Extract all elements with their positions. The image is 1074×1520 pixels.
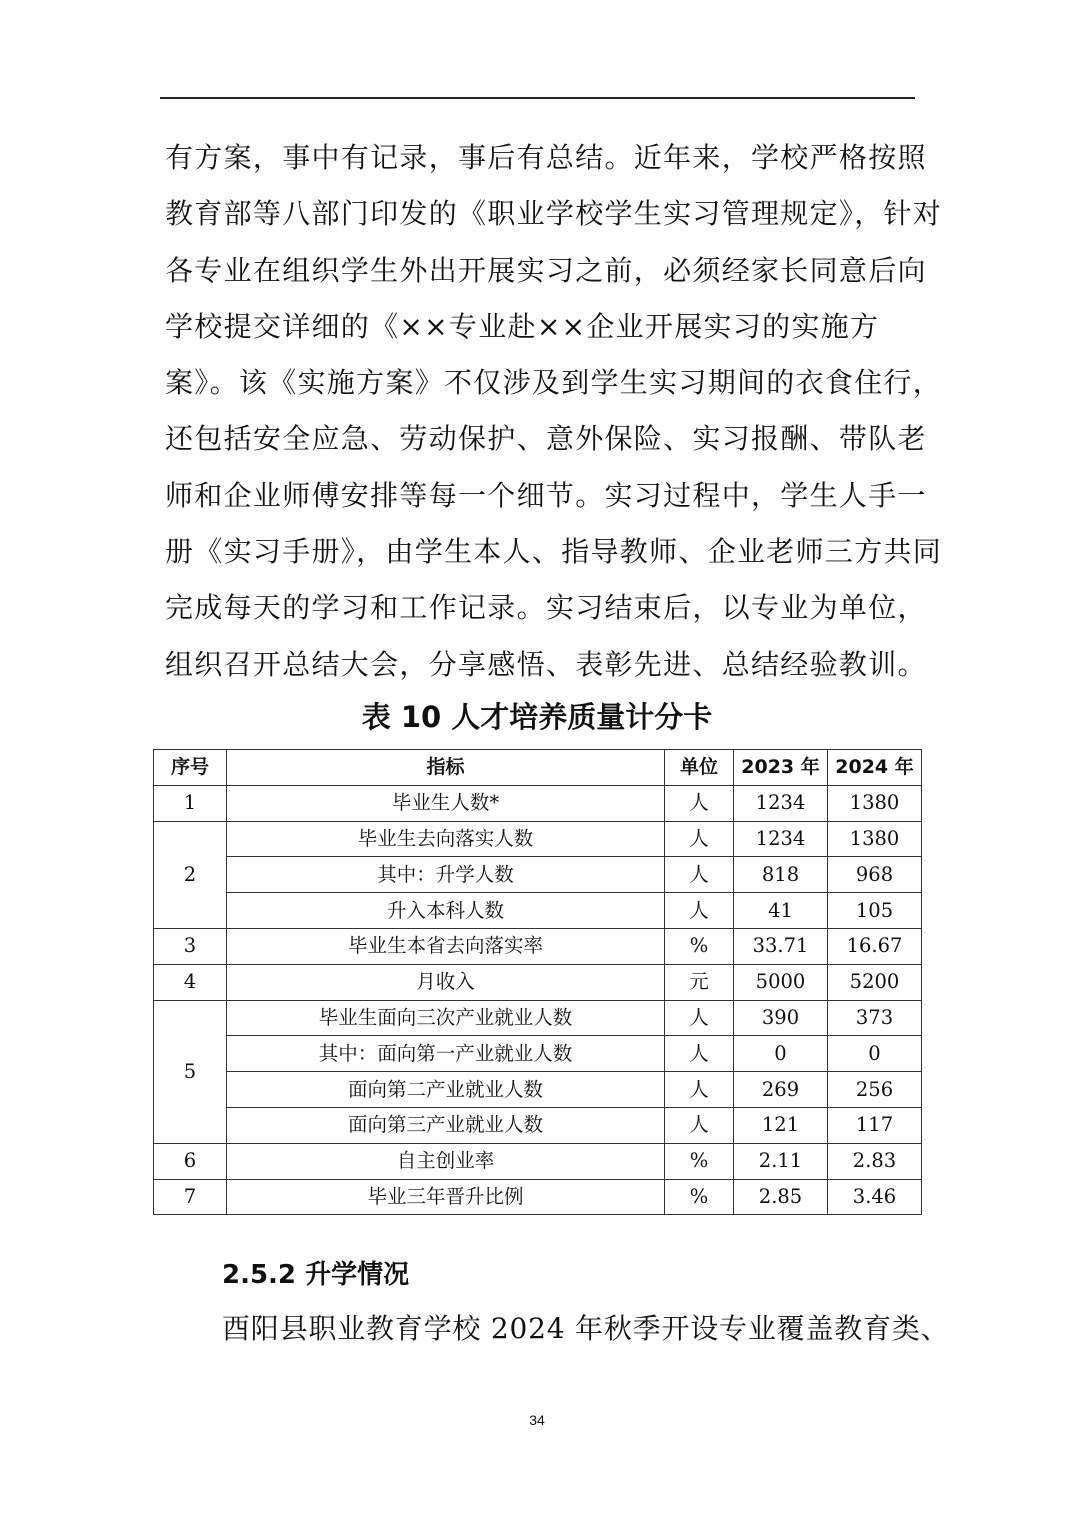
- header-rule: [160, 97, 915, 99]
- paragraph-line: 有方案，事中有记录，事后有总结。近年来，学校严格按照: [165, 141, 927, 174]
- paragraph-line: 册《实习手册》，由学生本人、指导教师、企业老师三方共同: [165, 535, 943, 569]
- value-2024-cell: 1380: [828, 785, 922, 821]
- indicator-cell: 毕业生人数*: [227, 785, 665, 821]
- value-2023-cell: 818: [734, 857, 828, 893]
- indicator-cell: 自主创业率: [227, 1143, 665, 1179]
- section-heading: 2.5.2 升学情况: [222, 1260, 410, 1290]
- page-number: 34: [529, 1412, 545, 1428]
- value-2023-cell: 2.11: [734, 1143, 828, 1179]
- table-row: [154, 785, 922, 821]
- value-2023-cell: 41: [734, 893, 828, 929]
- unit-cell: 人: [665, 893, 734, 929]
- value-2023-cell: 33.71: [734, 928, 828, 964]
- unit-cell: 人: [665, 821, 734, 857]
- paragraph-line: 师和企业师傅安排等每一个细节。实习过程中，学生人手一: [165, 478, 927, 512]
- indicator-cell: 毕业三年晋升比例: [227, 1179, 665, 1215]
- unit-cell: 人: [665, 785, 734, 821]
- row-number: 5: [154, 1000, 227, 1143]
- value-2024-cell: 2.83: [828, 1143, 922, 1179]
- table-row: [154, 928, 922, 964]
- value-2023-cell: 390: [734, 1000, 828, 1036]
- table-row: [154, 821, 922, 857]
- unit-cell: %: [665, 1143, 734, 1179]
- header-cell: 指标: [227, 750, 665, 786]
- table-row: [154, 857, 922, 893]
- indicator-cell: 毕业生去向落实人数: [227, 821, 665, 857]
- value-2024-cell: 117: [828, 1107, 922, 1143]
- indicator-cell: 面向第三产业就业人数: [227, 1107, 665, 1143]
- value-2024-cell: 3.46: [828, 1179, 922, 1215]
- row-number: 7: [154, 1179, 227, 1215]
- quality-scorecard-table: [153, 749, 922, 1215]
- unit-cell: 人: [665, 1072, 734, 1108]
- indicator-cell: 其中：升学人数: [227, 857, 665, 893]
- body-paragraph: [165, 130, 943, 693]
- value-2024-cell: 968: [828, 857, 922, 893]
- unit-cell: 人: [665, 857, 734, 893]
- unit-cell: 人: [665, 1000, 734, 1036]
- unit-cell: %: [665, 928, 734, 964]
- paragraph-line: 还包括安全应急、劳动保护、意外保险、实习报酬、带队老: [165, 422, 927, 456]
- table-header-row: [154, 750, 922, 786]
- header-cell: 2024 年: [828, 750, 922, 786]
- value-2023-cell: 5000: [734, 964, 828, 1000]
- value-2024-cell: 256: [828, 1072, 922, 1108]
- row-number: 1: [154, 785, 227, 821]
- unit-cell: 元: [665, 964, 734, 1000]
- header-cell: 序号: [154, 750, 227, 786]
- row-number: 2: [154, 821, 227, 928]
- value-2024-cell: 373: [828, 1000, 922, 1036]
- indicator-cell: 面向第二产业就业人数: [227, 1072, 665, 1108]
- table-row: [154, 893, 922, 929]
- paragraph-line: 组织召开总结大会，分享感悟、表彰先进、总结经验教训。: [165, 647, 927, 681]
- paragraph-line: 案》。该《实施方案》不仅涉及到学生实习期间的衣食住行，: [165, 366, 943, 400]
- value-2024-cell: 1380: [828, 821, 922, 857]
- value-2023-cell: 2.85: [734, 1179, 828, 1215]
- table-row: [154, 964, 922, 1000]
- header-cell: 单位: [665, 750, 734, 786]
- unit-cell: 人: [665, 1107, 734, 1143]
- row-number: 3: [154, 928, 227, 964]
- value-2024-cell: 0: [828, 1036, 922, 1072]
- indicator-cell: 升入本科人数: [227, 893, 665, 929]
- table-row: [154, 1143, 922, 1179]
- table-row: [154, 1107, 922, 1143]
- value-2024-cell: 5200: [828, 964, 922, 1000]
- value-2024-cell: 16.67: [828, 928, 922, 964]
- paragraph-line: 学校提交详细的《××专业赴××企业开展实习的实施方: [165, 309, 880, 343]
- table-row: [154, 1072, 922, 1108]
- value-2024-cell: 105: [828, 893, 922, 929]
- indicator-cell: 其中：面向第一产业就业人数: [227, 1036, 665, 1072]
- value-2023-cell: 1234: [734, 821, 828, 857]
- table-caption: 表 10 人才培养质量计分卡: [361, 700, 713, 734]
- unit-cell: 人: [665, 1036, 734, 1072]
- paragraph-line: 各专业在组织学生外出开展实习之前，必须经家长同意后向: [165, 253, 927, 287]
- indicator-cell: 月收入: [227, 964, 665, 1000]
- indicator-cell: 毕业生面向三次产业就业人数: [227, 1000, 665, 1036]
- row-number: 4: [154, 964, 227, 1000]
- value-2023-cell: 0: [734, 1036, 828, 1072]
- table-row: [154, 1000, 922, 1036]
- section-body-text: 酉阳县职业教育学校 2024 年秋季开设专业覆盖教育类、: [222, 1312, 950, 1345]
- value-2023-cell: 1234: [734, 785, 828, 821]
- indicator-cell: 毕业生本省去向落实率: [227, 928, 665, 964]
- row-number: 6: [154, 1143, 227, 1179]
- paragraph-line: 教育部等八部门印发的《职业学校学生实习管理规定》，针对: [165, 197, 943, 231]
- value-2023-cell: 269: [734, 1072, 828, 1108]
- table-row: [154, 1036, 922, 1072]
- header-cell: 2023 年: [734, 750, 828, 786]
- table-row: [154, 1179, 922, 1215]
- unit-cell: %: [665, 1179, 734, 1215]
- paragraph-line: 完成每天的学习和工作记录。实习结束后，以专业为单位，: [165, 591, 927, 625]
- value-2023-cell: 121: [734, 1107, 828, 1143]
